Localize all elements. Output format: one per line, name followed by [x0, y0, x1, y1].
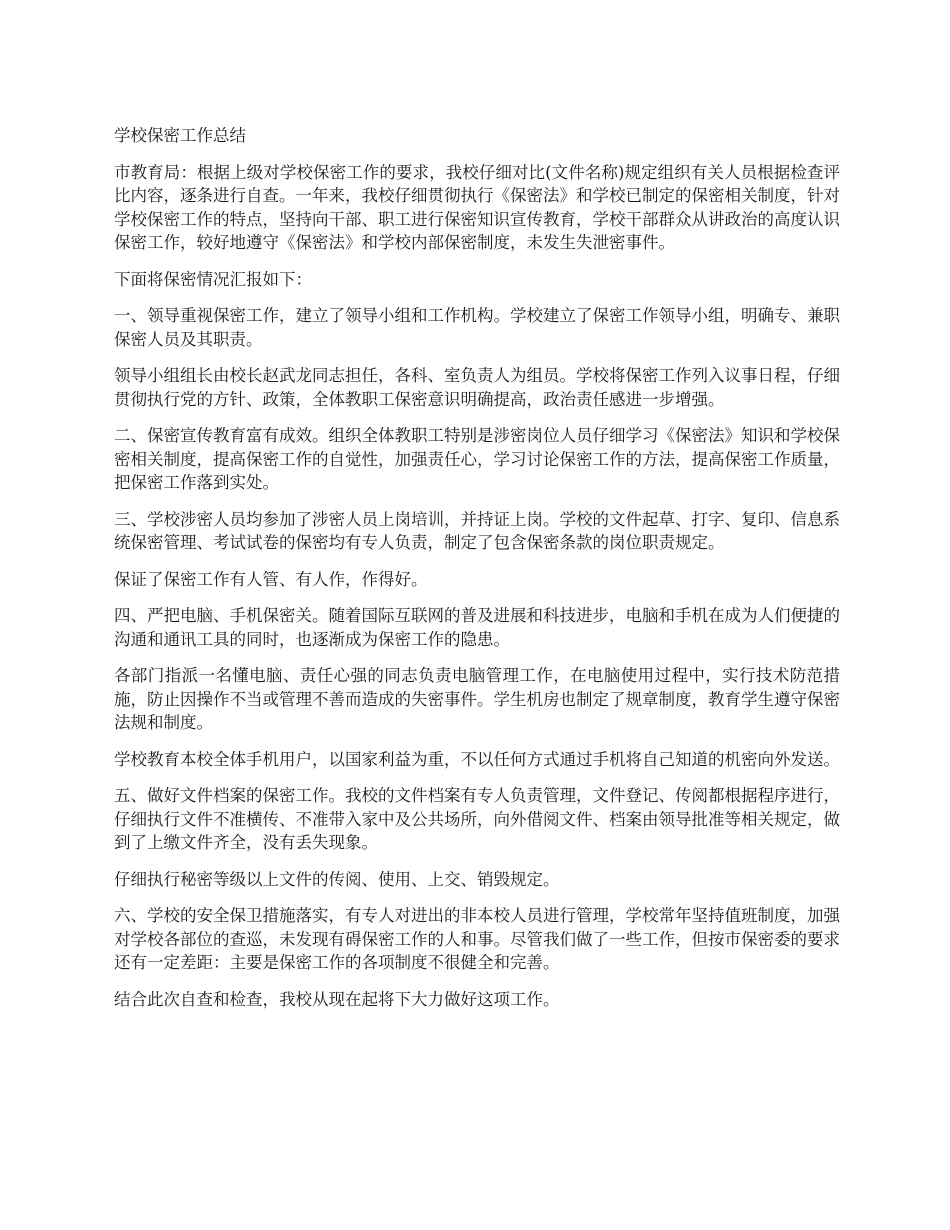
paragraph-section-2: 二、保密宣传教育富有成效。组织全体教职工特别是涉密岗位人员仔细学习《保密法》知识和学校保密相关制度，提高保密工作的自觉性，加强责任心，学习讨论保密工作的方法，提高保密工作质量，把保密工作落到实处。 — [114, 426, 840, 492]
paragraph-section-3-detail: 保证了保密工作有人管、有人作，作得好。 — [114, 569, 428, 589]
paragraph-section-4-phones: 学校教育本校全体手机用户，以国家利益为重，不以任何方式通过手机将自己知道的机密向外发送。 — [114, 749, 840, 769]
paragraph-report-lead: 下面将保密情况汇报如下： — [114, 269, 312, 289]
paragraph-section-1-detail: 领导小组组长由校长赵武龙同志担任，各科、室负责人为组员。学校将保密工作列入议事日程，仔细贯彻执行党的方针、政策，全体教职工保密意识明确提高，政治责任感进一步增强。 — [114, 366, 840, 409]
paragraph-section-6: 六、学校的安全保卫措施落实，有专人对进出的非本校人员进行管理，学校常年坚持值班制度，加强对学校各部位的查巡，未发现有碍保密工作的人和事。尽管我们做了一些工作，但按市保密委的要求还有一定差距：主要是保密工作的各项制度不很健全和完善。 — [114, 906, 840, 972]
paragraph-intro: 市教育局：根据上级对学校保密工作的要求，我校仔细对比(文件名称)规定组织有关人员根据检查评比内容，逐条进行自查。一年来，我校仔细贯彻执行《保密法》和学校已制定的保密相关制度，针对学校保密工作的特点，坚持向干部、职工进行保密知识宣传教育，学校干部群众从讲政治的高度认识保密工作，较好地遵守《保密法》和学校内部保密制度，未发生失泄密事件。 — [114, 162, 840, 252]
paragraph-section-5-detail: 仔细执行秘密等级以上文件的传阅、使用、上交、销毁规定。 — [114, 869, 560, 889]
paragraph-section-3: 三、学校涉密人员均参加了涉密人员上岗培训，并持证上岗。学校的文件起草、打字、复印、信息系统保密管理、考试试卷的保密均有专人负责，制定了包含保密条款的岗位职责规定。 — [114, 509, 840, 552]
paragraph-section-1: 一、领导重视保密工作，建立了领导小组和工作机构。学校建立了保密工作领导小组，明确专、兼职保密人员及其职责。 — [114, 306, 840, 349]
document-title: 学校保密工作总结 — [114, 126, 246, 145]
paragraph-section-4: 四、严把电脑、手机保密关。随着国际互联网的普及进展和科技进步，电脑和手机在成为人们便捷的沟通和通讯工具的同时，也逐渐成为保密工作的隐患。 — [114, 606, 840, 649]
paragraph-conclusion: 结合此次自查和检查，我校从现在起将下大力做好这项工作。 — [114, 989, 560, 1009]
document-body — [114, 124, 840, 1024]
paragraph-section-5: 五、做好文件档案的保密工作。我校的文件档案有专人负责管理，文件登记、传阅都根据程序进行，仔细执行文件不准横传、不准带入家中及公共场所，向外借阅文件、档案由领导批准等相关规定，做到了上缴文件齐全，没有丢失现象。 — [114, 786, 840, 852]
paragraph-section-4-detail: 各部门指派一名懂电脑、责任心强的同志负责电脑管理工作，在电脑使用过程中，实行技术防范措施，防止因操作不当或管理不善而造成的失密事件。学生机房也制定了规章制度，教育学生遵守保密法规和制度。 — [114, 666, 840, 732]
